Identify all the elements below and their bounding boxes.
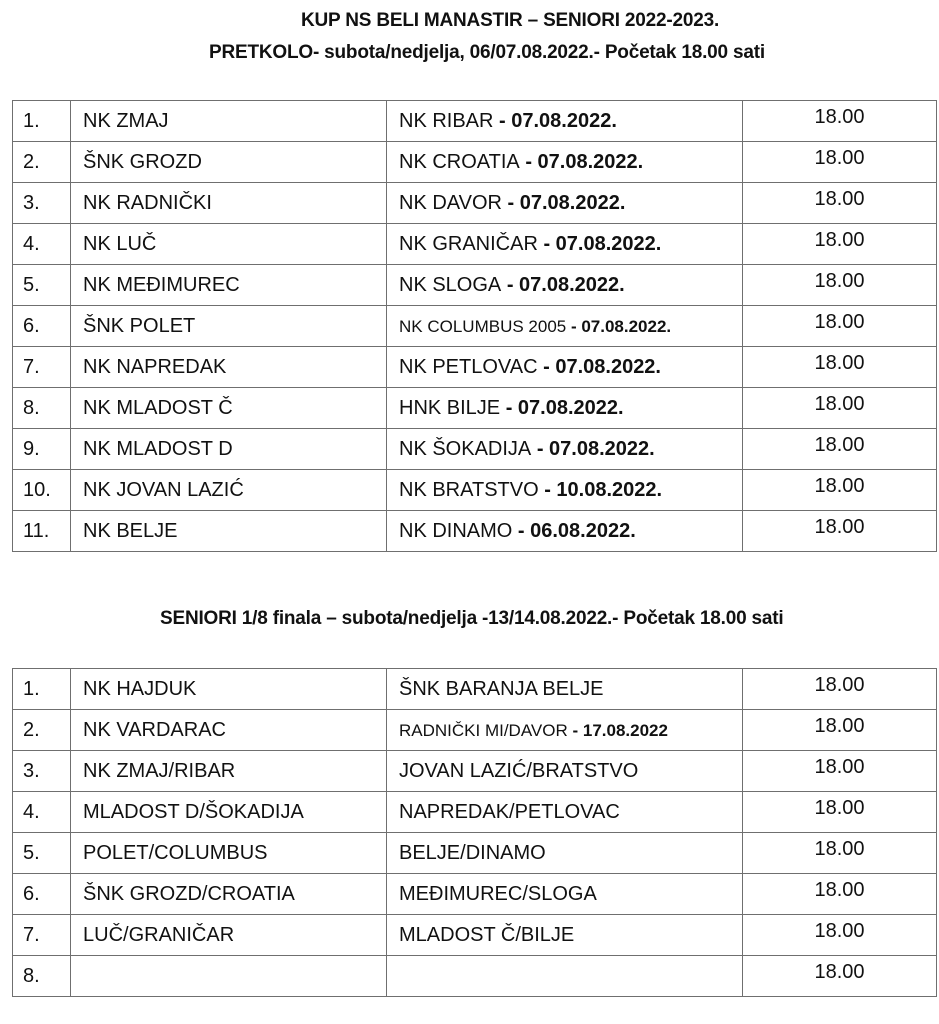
away-team: JOVAN LAZIĆ/BRATSTVO [399, 759, 639, 782]
away-cell [387, 265, 743, 306]
fixture-row [13, 429, 937, 470]
home-team: NK VARDARAC [71, 710, 387, 751]
kickoff-time: 18.00 [743, 101, 937, 142]
round2-fixtures-table [12, 668, 937, 997]
home-team: LUČ/GRANIČAR [71, 915, 387, 956]
home-team [71, 956, 387, 997]
kickoff-time: 18.00 [743, 956, 937, 997]
away-team: NK RIBAR [399, 109, 494, 132]
fixture-row [13, 347, 937, 388]
home-team: MLADOST D/ŠOKADIJA [71, 792, 387, 833]
away-cell [387, 470, 743, 511]
away-team: NK CROATIA [399, 150, 520, 173]
match-number: 4. [13, 224, 71, 265]
kickoff-time: 18.00 [743, 470, 937, 511]
fixture-row [13, 142, 937, 183]
round2-heading: SENIORI 1/8 finala – subota/nedjelja -13/14.08.2022.- Početak 18.00 sati [160, 608, 784, 629]
match-date: - 10.08.2022. [538, 478, 663, 501]
match-number: 1. [13, 669, 71, 710]
fixture-row [13, 915, 937, 956]
away-cell [387, 429, 743, 470]
away-team: MEĐIMUREC/SLOGA [399, 882, 597, 905]
fixture-row [13, 470, 937, 511]
match-number: 11. [13, 511, 71, 552]
away-team: NK PETLOVAC [399, 355, 538, 378]
away-team: BELJE/DINAMO [399, 841, 546, 864]
away-cell [387, 710, 743, 751]
away-team: RADNIČKI MI/DAVOR [399, 720, 568, 740]
kickoff-time: 18.00 [743, 710, 937, 751]
fixture-row [13, 224, 937, 265]
match-number: 4. [13, 792, 71, 833]
away-cell [387, 142, 743, 183]
home-team: NK LUČ [71, 224, 387, 265]
match-number: 2. [13, 710, 71, 751]
match-date: - 07.08.2022. [501, 191, 626, 214]
away-team: ŠNK BARANJA BELJE [399, 677, 604, 700]
fixture-row [13, 265, 937, 306]
home-team: ŠNK POLET [71, 306, 387, 347]
fixture-row [13, 511, 937, 552]
kickoff-time: 18.00 [743, 915, 937, 956]
kickoff-time: 18.00 [743, 511, 937, 552]
home-team: NK JOVAN LAZIĆ [71, 470, 387, 511]
away-cell [387, 224, 743, 265]
match-date: - 07.08.2022. [519, 150, 644, 173]
kickoff-time: 18.00 [743, 306, 937, 347]
home-team: ŠNK GROZD [71, 142, 387, 183]
match-number: 3. [13, 183, 71, 224]
home-team: NK NAPREDAK [71, 347, 387, 388]
fixture-row [13, 669, 937, 710]
match-number: 9. [13, 429, 71, 470]
match-number: 3. [13, 751, 71, 792]
match-number: 2. [13, 142, 71, 183]
fixture-row [13, 751, 937, 792]
match-number: 7. [13, 347, 71, 388]
match-date: - 07.08.2022. [531, 437, 655, 460]
kickoff-time: 18.00 [743, 183, 937, 224]
kickoff-time: 18.00 [743, 874, 937, 915]
away-team: NK SLOGA [399, 273, 502, 296]
page-title: KUP NS BELI MANASTIR – SENIORI 2022-2023. [301, 10, 720, 31]
away-cell [387, 183, 743, 224]
away-team: NAPREDAK/PETLOVAC [399, 800, 620, 823]
away-cell [387, 669, 743, 710]
match-number: 5. [13, 833, 71, 874]
away-team: MLADOST Č/BILJE [399, 923, 575, 946]
match-number: 1. [13, 101, 71, 142]
home-team: NK ZMAJ [71, 101, 387, 142]
match-number: 6. [13, 306, 71, 347]
kickoff-time: 18.00 [743, 388, 937, 429]
fixture-row [13, 792, 937, 833]
match-date: - 17.08.2022 [567, 720, 668, 740]
match-number: 8. [13, 388, 71, 429]
fixture-row [13, 306, 937, 347]
kickoff-time: 18.00 [743, 142, 937, 183]
match-number: 7. [13, 915, 71, 956]
away-team: NK GRANIČAR [399, 232, 538, 255]
away-cell [387, 751, 743, 792]
away-team: NK DAVOR [399, 191, 502, 214]
away-team: NK ŠOKADIJA [399, 437, 532, 460]
fixture-row [13, 101, 937, 142]
match-date: - 07.08.2022. [493, 109, 617, 132]
home-team: NK BELJE [71, 511, 387, 552]
fixture-row [13, 710, 937, 751]
kickoff-time: 18.00 [743, 833, 937, 874]
kickoff-time: 18.00 [743, 429, 937, 470]
fixture-row [13, 833, 937, 874]
away-cell [387, 874, 743, 915]
kickoff-time: 18.00 [743, 669, 937, 710]
match-number: 10. [13, 470, 71, 511]
home-team: NK MLADOST D [71, 429, 387, 470]
kickoff-time: 18.00 [743, 792, 937, 833]
home-team: NK MEĐIMUREC [71, 265, 387, 306]
match-date: - 07.08.2022. [537, 232, 662, 255]
home-team: NK RADNIČKI [71, 183, 387, 224]
home-team: POLET/COLUMBUS [71, 833, 387, 874]
kickoff-time: 18.00 [743, 751, 937, 792]
home-team: ŠNK GROZD/CROATIA [71, 874, 387, 915]
home-team: NK HAJDUK [71, 669, 387, 710]
round1-heading: PRETKOLO- subota/nedjelja, 06/07.08.2022.- Početak 18.00 sati [209, 42, 765, 63]
match-date: - 07.08.2022. [537, 355, 661, 378]
kickoff-time: 18.00 [743, 347, 937, 388]
away-cell [387, 511, 743, 552]
match-number: 5. [13, 265, 71, 306]
away-cell [387, 956, 743, 997]
match-date: - 06.08.2022. [512, 519, 636, 542]
away-cell [387, 306, 743, 347]
away-team: NK BRATSTVO [399, 478, 539, 501]
home-team: NK ZMAJ/RIBAR [71, 751, 387, 792]
round1-fixtures-table [12, 100, 937, 552]
away-cell [387, 101, 743, 142]
away-team: NK DINAMO [399, 519, 513, 542]
home-team: NK MLADOST Č [71, 388, 387, 429]
away-team: HNK BILJE [399, 396, 501, 419]
fixture-row [13, 956, 937, 997]
match-number: 6. [13, 874, 71, 915]
kickoff-time: 18.00 [743, 224, 937, 265]
fixture-row [13, 874, 937, 915]
fixture-row [13, 388, 937, 429]
match-number: 8. [13, 956, 71, 997]
away-cell [387, 347, 743, 388]
away-cell [387, 915, 743, 956]
match-date: - 07.08.2022. [501, 273, 625, 296]
away-cell [387, 388, 743, 429]
match-date: - 07.08.2022. [500, 396, 624, 419]
away-cell [387, 833, 743, 874]
fixture-row [13, 183, 937, 224]
away-team: NK COLUMBUS 2005 [399, 316, 567, 336]
kickoff-time: 18.00 [743, 265, 937, 306]
match-date: - 07.08.2022. [566, 316, 672, 336]
away-cell [387, 792, 743, 833]
